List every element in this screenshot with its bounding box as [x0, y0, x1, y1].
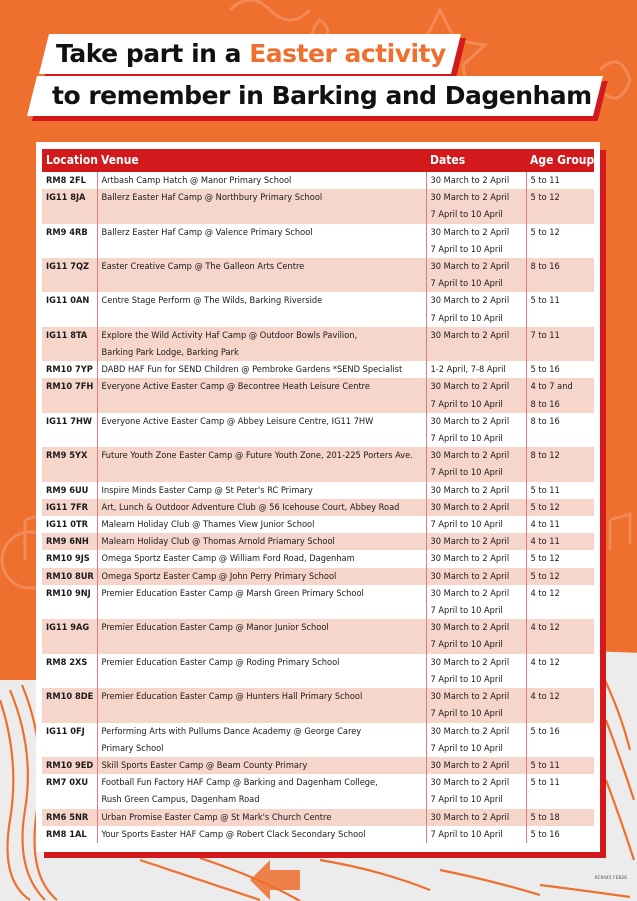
- cell-age-group: [526, 413, 594, 447]
- cell-venue-line: Your Sports Easter HAF Camp @ Robert Clack Secondary School: [101, 828, 366, 840]
- cell-venue-line: Explore the Wild Activity Haf Camp @ Outdoor Bowls Pavilion,: [101, 329, 358, 341]
- cell-age-group-line: 5 to 11: [530, 484, 560, 496]
- cell-venue: [97, 585, 426, 619]
- title-banner: [28, 34, 594, 116]
- table-row: [42, 327, 594, 361]
- cell-venue-line: Everyone Active Easter Camp @ Becontree Heath Leisure Centre: [101, 381, 370, 393]
- cell-age-group: [526, 172, 594, 189]
- cell-venue: [97, 378, 426, 412]
- cell-dates-line: 30 March to 2 April: [430, 570, 510, 582]
- cell-location: RM10 7YP: [46, 364, 93, 376]
- cell-age-group: [526, 258, 594, 292]
- cell-venue: [97, 258, 426, 292]
- cell-dates-line: 7 April to 10 April: [430, 398, 503, 410]
- cell-venue-line: Premier Education Easter Camp @ Roding Primary School: [101, 656, 340, 668]
- cell-location: RM10 9NJ: [46, 587, 91, 599]
- cell-dates: [426, 568, 526, 585]
- cell-age-group-line: 5 to 11: [530, 759, 560, 771]
- table-header-row: [42, 149, 594, 172]
- cell-age-group: [526, 826, 594, 843]
- title-accent: Easter activity: [249, 39, 446, 68]
- cell-dates-line: 7 April to 10 April: [430, 639, 503, 651]
- cell-age-group: [526, 688, 594, 722]
- cell-dates-line: 7 April to 10 April: [430, 433, 503, 445]
- cell-dates-line: 30 March to 2 April: [430, 587, 510, 599]
- table-row: [42, 619, 594, 653]
- cell-dates-line: 30 March to 2 April: [430, 777, 510, 789]
- cell-dates: [426, 361, 526, 378]
- arrow-doodle: [250, 860, 300, 900]
- cell-venue-line: Omega Sportz Easter Camp @ John Perry Primary School: [101, 570, 337, 582]
- cell-dates-line: 30 March to 2 April: [430, 329, 510, 341]
- cell-venue-line: Ballerz Easter Haf Camp @ Northbury Primary School: [101, 192, 323, 204]
- cell-age-group-line: 4 to 11: [530, 519, 560, 531]
- table-row: [42, 654, 594, 688]
- cell-venue: [97, 482, 426, 499]
- cell-venue-line: Football Fun Factory HAF Camp @ Barking and Dagenham College,: [101, 777, 378, 789]
- table-row: [42, 516, 594, 533]
- cell-dates-line: 30 March to 2 April: [430, 656, 510, 668]
- cell-dates: [426, 826, 526, 843]
- cell-age-group-line: 5 to 12: [530, 192, 560, 204]
- cell-dates-line: 30 March to 2 April: [430, 381, 510, 393]
- cell-age-group-line: 5 to 18: [530, 811, 560, 823]
- cell-dates: [426, 447, 526, 481]
- cell-venue-line: DABD HAF Fun for SEND Children @ Pembroke Gardens *SEND Specialist: [101, 364, 403, 376]
- cell-location: IG11 9AG: [42, 619, 97, 653]
- cell-dates-line: 30 March to 2 April: [430, 261, 510, 273]
- cell-age-group: [526, 654, 594, 688]
- cell-dates-line: 7 April to 10 April: [430, 794, 503, 806]
- cell-location: IG11 8JA: [42, 189, 97, 223]
- cell-age-group: [526, 809, 594, 826]
- cell-age-group: [526, 757, 594, 774]
- cell-age-group-line: 5 to 16: [530, 725, 560, 737]
- cell-age-group: [526, 447, 594, 481]
- cell-venue-line: Centre Stage Perform @ The Wilds, Barking Riverside: [101, 295, 323, 307]
- cell-dates: [426, 757, 526, 774]
- activity-table: [42, 149, 594, 843]
- cell-dates: [426, 550, 526, 567]
- cell-location: RM8 2XS: [46, 656, 88, 668]
- cell-venue: [97, 224, 426, 258]
- cell-age-group: [526, 224, 594, 258]
- cell-age-group: [526, 774, 594, 808]
- cell-age-group-line: 8 to 16: [530, 261, 560, 273]
- cell-dates: [426, 189, 526, 223]
- cell-dates-line: 30 March to 2 April: [430, 450, 510, 462]
- cell-dates: [426, 172, 526, 189]
- cell-age-group: [526, 327, 594, 361]
- cell-dates-line: 7 April to 10 April: [430, 278, 503, 290]
- table-row: [42, 447, 594, 481]
- table-row: [42, 361, 594, 378]
- cell-venue: [97, 413, 426, 447]
- footer-code: RC9445 FEB26: [594, 876, 627, 881]
- cell-age-group-line: 5 to 12: [530, 553, 560, 565]
- cell-age-group: [526, 516, 594, 533]
- cell-venue: [97, 361, 426, 378]
- cell-venue-line: Ballerz Easter Haf Camp @ Valence Primary School: [101, 226, 313, 238]
- cell-dates: [426, 533, 526, 550]
- cell-dates-line: 30 March to 2 April: [430, 691, 510, 703]
- cell-venue-line: Art, Lunch & Outdoor Adventure Club @ 56 Icehouse Court, Abbey Road: [101, 501, 400, 513]
- table-row: [42, 172, 594, 189]
- cell-dates: [426, 774, 526, 808]
- cell-location: IG11 7HW: [46, 415, 93, 427]
- table-row: [42, 189, 594, 223]
- cell-dates: [426, 499, 526, 516]
- cell-dates-line: 7 April to 10 April: [430, 243, 503, 255]
- title-prefix: Take part in a: [56, 39, 250, 68]
- cell-dates-line: 30 March to 2 April: [430, 553, 510, 565]
- table-row: [42, 809, 594, 826]
- cell-venue-line: Premier Education Easter Camp @ Manor Junior School: [101, 622, 329, 634]
- cell-dates: [426, 482, 526, 499]
- cell-venue-line: Future Youth Zone Easter Camp @ Future Youth Zone, 201-225 Porters Ave.: [101, 450, 413, 462]
- cell-dates: [426, 378, 526, 412]
- cell-location: RM9 4RB: [46, 226, 88, 238]
- cell-location: RM9 6NH: [42, 533, 97, 550]
- header-dates: Dates: [426, 149, 526, 172]
- table-row: [42, 378, 594, 412]
- cell-venue-line: Skill Sports Easter Camp @ Beam County Primary: [101, 759, 308, 771]
- cell-age-group-line: 4 to 11: [530, 536, 560, 548]
- table-row: [42, 757, 594, 774]
- cell-age-group-line: 5 to 12: [530, 501, 560, 513]
- cell-dates: [426, 723, 526, 757]
- cell-age-group-line: 4 to 12: [530, 656, 560, 668]
- table-row: [42, 533, 594, 550]
- cell-age-group: [526, 568, 594, 585]
- cell-venue: [97, 757, 426, 774]
- cell-dates: [426, 413, 526, 447]
- table-row: [42, 413, 594, 447]
- title-line-2: [27, 76, 603, 116]
- cell-location: IG11 7QZ: [42, 258, 97, 292]
- cell-dates-line: 30 March to 2 April: [430, 192, 510, 204]
- cell-dates-line: 7 April to 10 April: [430, 742, 503, 754]
- cell-dates-line: 30 March to 2 April: [430, 484, 510, 496]
- cell-venue: [97, 533, 426, 550]
- table-row: [42, 568, 594, 585]
- cell-dates-line: 7 April to 10 April: [430, 708, 503, 720]
- cell-venue: [97, 619, 426, 653]
- cell-age-group-line: 8 to 12: [530, 450, 560, 462]
- cell-dates-line: 30 March to 2 April: [430, 175, 510, 186]
- cell-venue: [97, 654, 426, 688]
- cell-location: IG11 0AN: [46, 295, 90, 307]
- cell-venue: [97, 774, 426, 808]
- cell-dates: [426, 619, 526, 653]
- cell-dates-line: 30 March to 2 April: [430, 622, 510, 634]
- cell-age-group-line: 4 to 7 and: [530, 381, 573, 393]
- cell-age-group: [526, 189, 594, 223]
- cell-dates: [426, 224, 526, 258]
- cell-location: RM6 5NR: [42, 809, 97, 826]
- table-row: [42, 258, 594, 292]
- cell-venue-line: Everyone Active Easter Camp @ Abbey Leisure Centre, IG11 7HW: [101, 415, 374, 427]
- cell-dates-line: 30 March to 2 April: [430, 811, 510, 823]
- cell-dates: [426, 809, 526, 826]
- cell-age-group-line: 7 to 11: [530, 329, 560, 341]
- cell-location: IG11 8TA: [42, 327, 97, 361]
- cell-dates-line: 1-2 April, 7-8 April: [430, 364, 506, 376]
- table-row: [42, 723, 594, 757]
- cell-location: RM9 6UU: [46, 484, 89, 496]
- cell-venue-line: Inspire Minds Easter Camp @ St Peter's RC Primary: [101, 484, 313, 496]
- cell-age-group-line: 5 to 12: [530, 226, 560, 238]
- cell-venue: [97, 172, 426, 189]
- cell-venue-line: Easter Creative Camp @ The Galleon Arts Centre: [101, 261, 305, 273]
- table-row: [42, 482, 594, 499]
- cell-venue: [97, 688, 426, 722]
- cell-venue: [97, 550, 426, 567]
- cell-venue-line: Omega Sportz Easter Camp @ William Ford Road, Dagenham: [101, 553, 355, 565]
- cell-venue: [97, 189, 426, 223]
- cell-dates-line: 7 April to 10 April: [430, 209, 503, 221]
- table-row: [42, 688, 594, 722]
- cell-venue: [97, 826, 426, 843]
- cell-venue: [97, 516, 426, 533]
- cell-dates-line: 30 March to 2 April: [430, 226, 510, 238]
- cell-dates: [426, 585, 526, 619]
- cell-age-group-line: 5 to 12: [530, 570, 560, 582]
- cell-age-group-line: 4 to 12: [530, 691, 560, 703]
- table-row: [42, 550, 594, 567]
- cell-location: IG11 0TR: [46, 519, 88, 531]
- cell-age-group-line: 8 to 16: [530, 415, 560, 427]
- cell-age-group-line: 4 to 12: [530, 622, 560, 634]
- cell-age-group: [526, 499, 594, 516]
- cell-dates-line: 30 March to 2 April: [430, 415, 510, 427]
- cell-age-group: [526, 723, 594, 757]
- cell-age-group: [526, 361, 594, 378]
- cell-dates-line: 30 March to 2 April: [430, 501, 510, 513]
- cell-age-group-line: 8 to 16: [530, 398, 560, 410]
- header-location: Location: [42, 149, 97, 172]
- cell-venue: [97, 499, 426, 516]
- cell-venue-line: Primary School: [101, 742, 164, 754]
- header-venue: Venue: [97, 149, 426, 172]
- cell-venue-line: Malearn Holiday Club @ Thames View Junior School: [101, 519, 315, 531]
- table-row: [42, 292, 594, 326]
- cell-age-group-line: 5 to 16: [530, 828, 560, 840]
- title-line-2-text: to remember in Barking and Dagenham: [52, 81, 592, 110]
- cell-age-group: [526, 378, 594, 412]
- cell-age-group: [526, 619, 594, 653]
- table-body: [42, 172, 594, 843]
- cell-location: RM10 9JS: [46, 553, 90, 565]
- cell-dates: [426, 258, 526, 292]
- cell-age-group-line: 5 to 11: [530, 175, 560, 186]
- cell-dates: [426, 654, 526, 688]
- cell-dates: [426, 292, 526, 326]
- cell-venue-line: Malearn Holiday Club @ Thomas Arnold Priamary School: [101, 536, 335, 548]
- cell-venue: [97, 292, 426, 326]
- table-row: [42, 774, 594, 808]
- cell-location: RM8 2FL: [46, 175, 86, 186]
- table-row: [42, 224, 594, 258]
- activity-table-card: [36, 142, 600, 852]
- cell-location: RM7 0XU: [46, 777, 89, 789]
- cell-location: RM10 7FH: [42, 378, 97, 412]
- cell-venue: [97, 809, 426, 826]
- table-row: [42, 826, 594, 843]
- cell-venue-line: Rush Green Campus, Dagenham Road: [101, 794, 260, 806]
- title-line-1: [39, 34, 461, 74]
- cell-venue-line: Artbash Camp Hatch @ Manor Primary School: [101, 175, 292, 186]
- cell-age-group: [526, 550, 594, 567]
- table-row: [42, 499, 594, 516]
- cell-dates-line: 30 March to 2 April: [430, 759, 510, 771]
- cell-dates-line: 30 March to 2 April: [430, 536, 510, 548]
- cell-dates: [426, 516, 526, 533]
- cell-venue: [97, 723, 426, 757]
- cell-venue-line: Performing Arts with Pullums Dance Academy @ George Carey: [101, 725, 362, 737]
- cell-dates-line: 7 April to 10 April: [430, 312, 503, 324]
- table-row: [42, 585, 594, 619]
- cell-age-group: [526, 482, 594, 499]
- cell-venue: [97, 568, 426, 585]
- header-age-group: Age Group: [526, 149, 594, 172]
- cell-dates-line: 7 April to 10 April: [430, 828, 503, 840]
- cell-dates-line: 7 April to 10 April: [430, 467, 503, 479]
- cell-dates-line: 7 April to 10 April: [430, 605, 503, 617]
- cell-age-group: [526, 292, 594, 326]
- cell-location: IG11 7FR: [42, 499, 97, 516]
- cell-dates-line: 7 April to 10 April: [430, 519, 503, 531]
- cell-venue-line: Barking Park Lodge, Barking Park: [101, 347, 239, 359]
- cell-dates: [426, 688, 526, 722]
- cell-location: RM8 1AL: [46, 828, 87, 840]
- cell-location: RM9 5YX: [42, 447, 97, 481]
- cell-venue-line: Premier Education Easter Camp @ Marsh Green Primary School: [101, 587, 364, 599]
- cell-dates: [426, 327, 526, 361]
- cell-venue: [97, 327, 426, 361]
- cell-age-group-line: 5 to 11: [530, 295, 560, 307]
- cell-age-group-line: 4 to 12: [530, 587, 560, 599]
- cell-dates-line: 30 March to 2 April: [430, 725, 510, 737]
- cell-dates-line: 30 March to 2 April: [430, 295, 510, 307]
- cell-location: RM10 8DE: [42, 688, 97, 722]
- cell-age-group-line: 5 to 11: [530, 777, 560, 789]
- cell-location: RM10 9ED: [42, 757, 97, 774]
- cell-venue-line: Premier Education Easter Camp @ Hunters Hall Primary School: [101, 691, 363, 703]
- cell-dates-line: 7 April to 10 April: [430, 673, 503, 685]
- cell-age-group: [526, 585, 594, 619]
- cell-venue-line: Urban Promise Easter Camp @ St Mark's Church Centre: [101, 811, 332, 823]
- cell-location: IG11 0FJ: [46, 725, 85, 737]
- cell-location: RM10 8UR: [42, 568, 97, 585]
- cell-age-group-line: 5 to 16: [530, 364, 560, 376]
- cell-age-group: [526, 533, 594, 550]
- cell-venue: [97, 447, 426, 481]
